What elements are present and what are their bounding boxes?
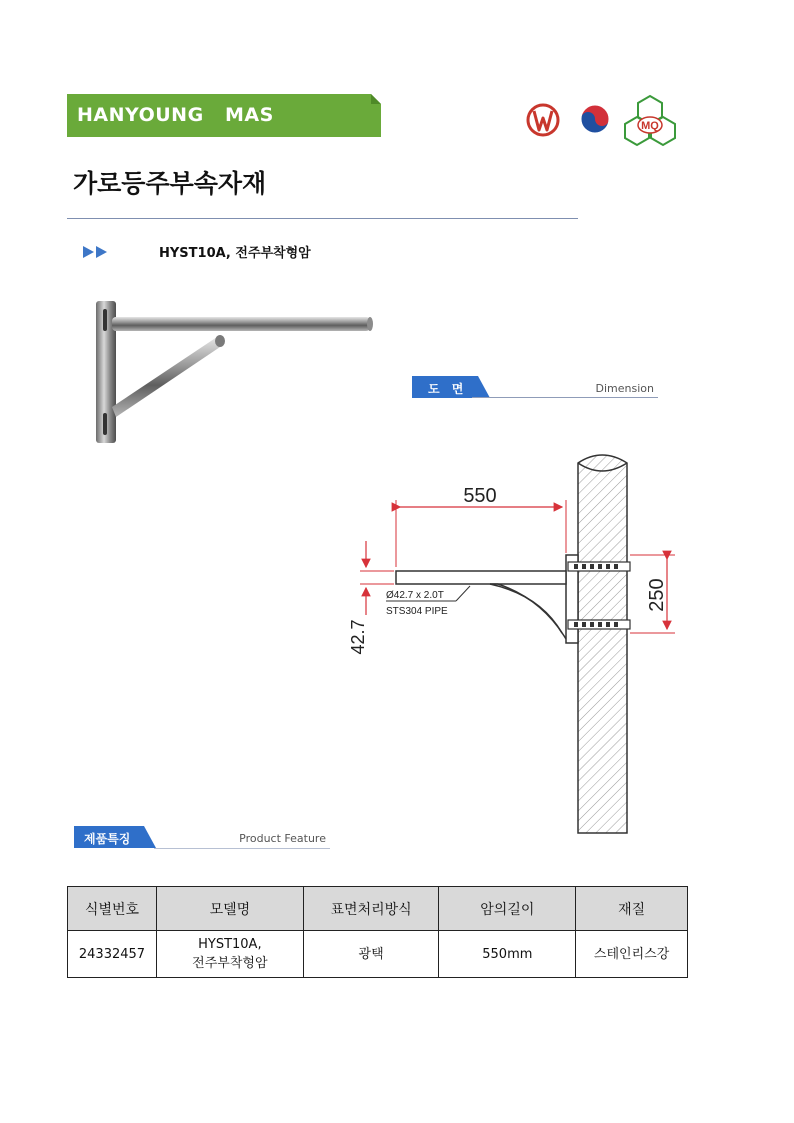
length-dimension — [396, 485, 566, 567]
pipe-spec-callout — [386, 586, 470, 617]
table-row — [68, 931, 688, 978]
dimension-underline — [472, 397, 658, 398]
cell-model-line1: HYST10A, — [198, 937, 262, 952]
pipe-spec-line1: Ø42.7 x 2.0T — [386, 590, 444, 601]
brand-name: HANYOUNG MAS — [77, 104, 274, 126]
title-divider — [67, 218, 578, 219]
mq-mark-text: MQ — [641, 120, 659, 132]
cell-length: 550mm — [439, 931, 576, 978]
feature-heading — [74, 826, 330, 850]
brand-banner — [67, 94, 381, 137]
double-arrow-icon — [83, 245, 111, 259]
page-title: 가로등주부속자재 — [73, 169, 267, 198]
clamp-band-lower — [568, 620, 630, 629]
korea-taegeuk-icon — [581, 105, 609, 133]
height-dimension-text: 250 — [646, 578, 668, 612]
diameter-dimension-text: 42.7 — [348, 619, 368, 655]
clamp-band-upper — [568, 562, 630, 571]
length-dimension-text: 550 — [463, 485, 497, 507]
header-model: 모델명 — [156, 887, 303, 931]
header-material: 재질 — [576, 887, 688, 931]
height-dimension — [630, 555, 675, 633]
feature-label-ko: 제품특징 — [84, 832, 131, 846]
spec-table — [67, 886, 688, 978]
header-length: 암의길이 — [439, 887, 576, 931]
dimension-label-en: Dimension — [595, 382, 654, 395]
table-header-row — [68, 887, 688, 931]
dimension-heading — [412, 376, 658, 400]
dimension-drawing — [330, 445, 690, 845]
mq-mark-icon — [625, 96, 675, 145]
cell-finish: 광택 — [303, 931, 439, 978]
cell-model — [156, 931, 303, 978]
pole — [578, 455, 627, 833]
ks-mark-icon — [528, 105, 558, 135]
cell-material: 스테인리스강 — [576, 931, 688, 978]
product-photo — [92, 295, 377, 447]
arm-pipe — [396, 571, 566, 584]
cell-model-line2: 전주부착형암 — [192, 956, 268, 971]
arm-strut — [490, 584, 562, 633]
certification-logos — [520, 94, 690, 150]
dimension-label-ko: 도 면 — [428, 382, 468, 396]
feature-underline — [154, 848, 330, 849]
header-finish: 표면처리방식 — [303, 887, 439, 931]
pipe-spec-line2: STS304 PIPE — [386, 606, 448, 617]
feature-label-en: Product Feature — [239, 832, 326, 845]
cell-id: 24332457 — [68, 931, 157, 978]
product-heading-label: HYST10A, 전주부착형암 — [159, 246, 311, 261]
header-id: 식별번호 — [68, 887, 157, 931]
